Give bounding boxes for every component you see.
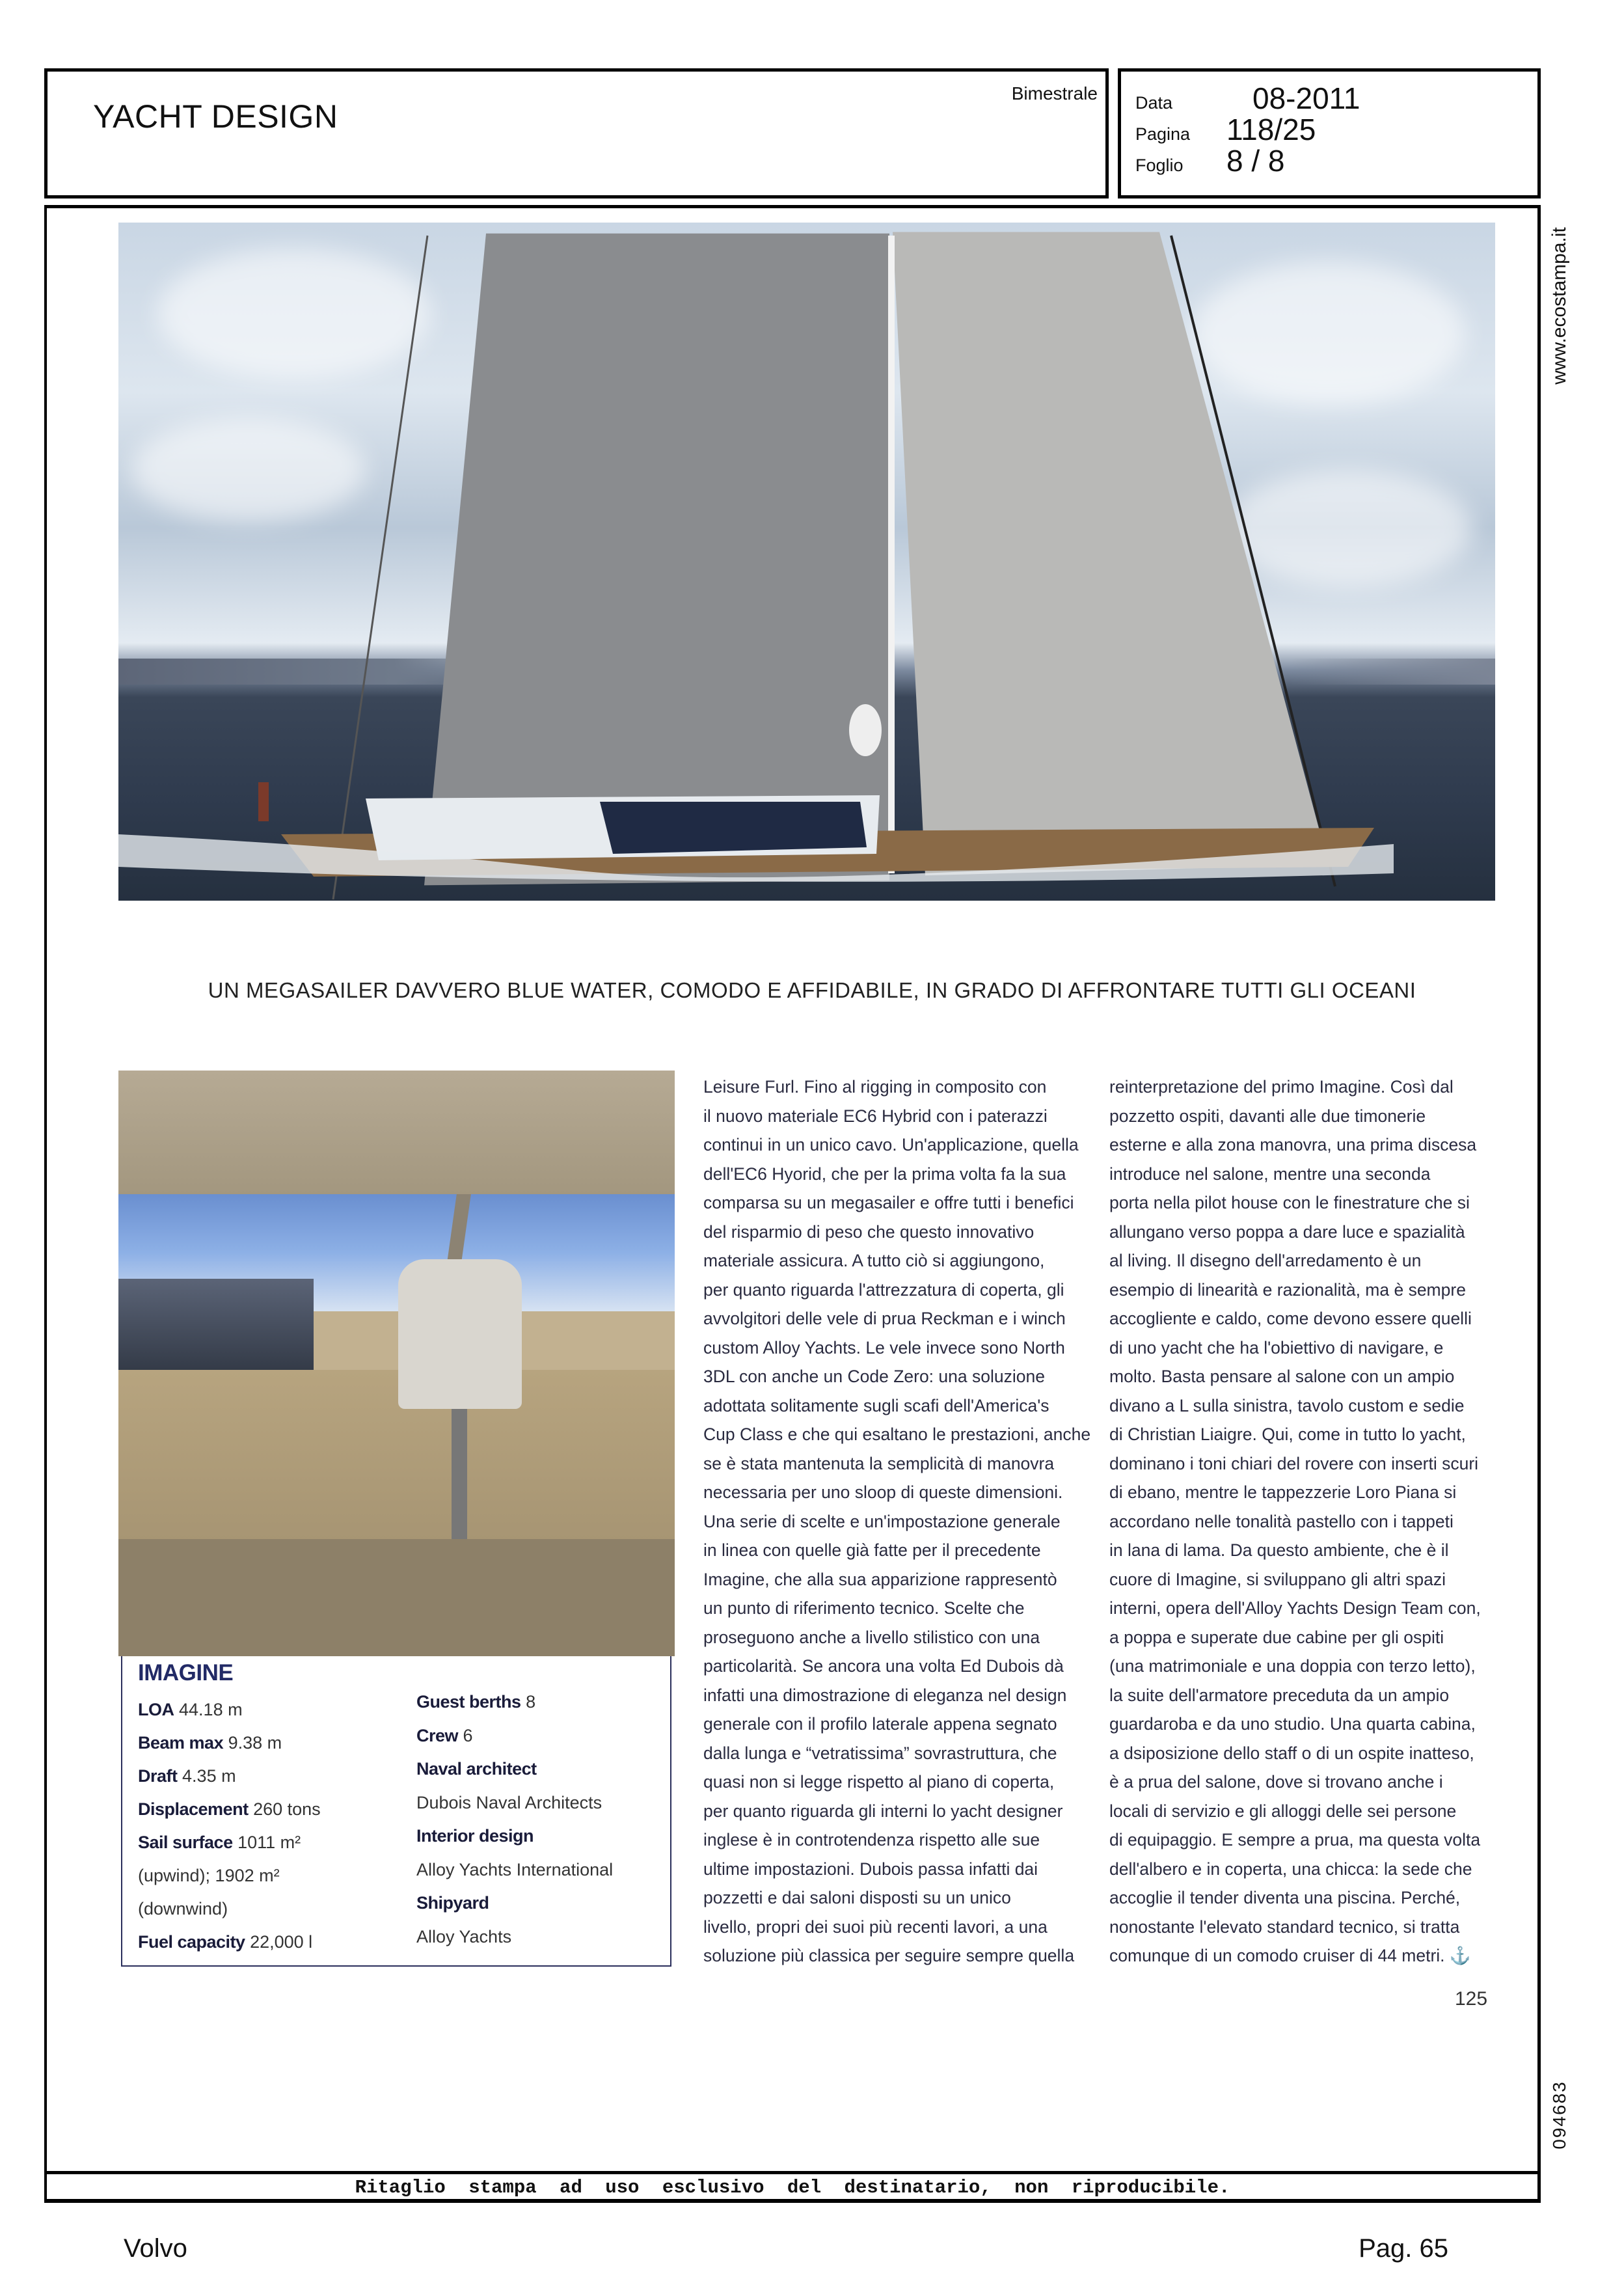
text-line: a poppa e superate due cabine per gli ospiti — [1109, 1627, 1444, 1647]
spec-row — [416, 1685, 613, 1719]
spec-row — [416, 1920, 613, 1954]
text-line: inglese è in controtendenza rispetto alle sue — [703, 1830, 1040, 1849]
foglio-value: 8 / 8 — [1226, 144, 1285, 178]
text-line: necessaria per uno sloop di queste dimensioni. — [703, 1482, 1063, 1502]
spec-value: 260 tons — [253, 1799, 321, 1819]
text-line: soluzione più classica per seguire sempre quella — [703, 1946, 1075, 1965]
pagina-label: Pagina — [1135, 124, 1191, 144]
yacht-illustration — [118, 223, 1495, 901]
specs-left-column — [138, 1693, 321, 1959]
text-line: Leisure Furl. Fino al rigging in composito con — [703, 1077, 1047, 1097]
text-line: del risparmio di peso che questo innovativo — [703, 1221, 1035, 1242]
text-line: è a prua del salone, dove si trovano anche i — [1109, 1772, 1443, 1792]
specs-right-column — [416, 1685, 613, 1954]
text-line: di equipaggio. E sempre a prua, ma questa volta — [1109, 1830, 1481, 1849]
spec-row — [138, 1892, 321, 1926]
publication-title: YACHT DESIGN — [93, 98, 338, 135]
text-line: reinterpretazione del primo Imagine. Così dal — [1109, 1077, 1454, 1097]
spec-value: 44.18 m — [179, 1700, 243, 1719]
text-line: Cup Class e che qui esaltano le prestazioni, anche — [703, 1425, 1091, 1444]
text-line: esterne e alla zona manovra, una prima discesa — [1109, 1135, 1477, 1154]
text-line: adottata solitamente sugli scafi dell'America's — [703, 1395, 1049, 1415]
text-line: in linea con quelle già fatte per il precedente — [703, 1540, 1041, 1560]
article-headline: UN MEGASAILER DAVVERO BLUE WATER, COMODO E AFFIDABILE, IN GRADO DI AFFRONTARE TUTTI GLI OCEANI — [208, 978, 1416, 1002]
spec-value: Dubois Naval Architects — [416, 1792, 602, 1812]
pagina-value: 118/25 — [1226, 113, 1316, 146]
text-line: nonostante l'elevato standard tecnico, si tratta — [1109, 1917, 1460, 1937]
data-label: Data — [1135, 93, 1173, 113]
specs-box — [121, 1656, 671, 1967]
side-code — [1543, 2076, 1576, 2154]
meta-row-foglio — [1135, 143, 1285, 178]
spec-value: 22,000 l — [250, 1932, 313, 1952]
spec-label: Interior design — [416, 1826, 534, 1846]
text-line: introduce nel salone, mentre una seconda — [1109, 1164, 1431, 1184]
spec-row — [416, 1820, 613, 1853]
text-line: custom Alloy Yachts. Le vele invece sono North — [703, 1337, 1065, 1358]
disclaimer-text: Ritaglio stampa ad uso esclusivo del destinatario, non riproducibile. — [355, 2177, 1230, 2198]
yacht-name: IMAGINE — [138, 1660, 234, 1685]
text-line: pozzetto ospiti, davanti alle due timonerie — [1109, 1106, 1426, 1126]
text-line: Imagine, che alla sua apparizione rappresentò — [703, 1569, 1057, 1589]
spec-row — [416, 1853, 613, 1887]
text-line: particolarità. Se ancora una volta Ed Dubois dà — [703, 1656, 1064, 1676]
side-url — [1543, 215, 1576, 397]
text-line: avvolgitori delle vele di prua Reckman e i winch — [703, 1309, 1066, 1328]
sailing-yacht-photo — [118, 223, 1495, 901]
article-column-right — [1109, 1072, 1500, 1971]
text-line: allungano verso poppa a dare luce e spazialità — [1109, 1221, 1465, 1242]
text-line: materiale assicura. A tutto ciò si aggiungono, — [703, 1251, 1045, 1270]
spec-row — [416, 1719, 613, 1753]
text-line: dell'albero e in coperta, una chicca: la sede che — [1109, 1859, 1472, 1879]
magazine-page-number: 125 — [1455, 1988, 1488, 2010]
spec-value: Alloy Yachts — [416, 1926, 512, 1946]
text-line: (una matrimoniale e una doppia con terzo letto), — [1109, 1656, 1476, 1676]
spec-value: 8 — [526, 1692, 536, 1712]
spec-label: Crew — [416, 1725, 459, 1745]
text-line: porta nella pilot house con le finestrature che si — [1109, 1193, 1470, 1212]
text-line: accoglie il tender diventa una piscina. Perché, — [1109, 1888, 1461, 1907]
text-line: livello, propri dei suoi più recenti lavori, a una — [703, 1917, 1048, 1937]
spec-label: Sail surface — [138, 1833, 233, 1852]
text-line: comunque di un comodo cruiser di 44 metri. ⚓ — [1109, 1946, 1471, 1965]
text-line: comparsa su un megasailer e offre tutti i benefici — [703, 1193, 1074, 1212]
spec-value: 9.38 m — [228, 1733, 282, 1753]
spec-label: Beam max — [138, 1733, 224, 1753]
text-line: il nuovo materiale EC6 Hybrid con i paterazzi — [703, 1106, 1048, 1126]
spec-value: (downwind) — [138, 1899, 228, 1918]
article-column-middle — [703, 1072, 1094, 1971]
text-line: 3DL con anche un Code Zero: una soluzione — [703, 1367, 1045, 1386]
spec-row — [138, 1926, 321, 1959]
meta-row-data — [1135, 81, 1360, 116]
text-line: esempio di linearità e razionalità, ma è sempre — [1109, 1279, 1466, 1300]
disclaimer-divider — [44, 2171, 1541, 2174]
spec-row — [138, 1760, 321, 1793]
spec-value: (upwind); 1902 m² — [138, 1866, 280, 1885]
spec-label: Displacement — [138, 1799, 249, 1819]
spec-value: 1011 m² — [237, 1833, 301, 1852]
text-line: un punto di riferimento tecnico. Scelte che — [703, 1598, 1025, 1618]
text-line: Una serie di scelte e un'impostazione generale — [703, 1511, 1061, 1531]
text-line: divano a L sulla sinistra, tavolo custom e sedie — [1109, 1395, 1465, 1415]
header-publication-box — [44, 68, 1109, 198]
side-url-text: www.ecostampa.it — [1549, 227, 1570, 385]
text-line: accogliente e caldo, come devono essere quelli — [1109, 1309, 1472, 1328]
side-code-text: 094683 — [1549, 2081, 1569, 2149]
spec-value: Alloy Yachts International — [416, 1859, 614, 1879]
text-line: per quanto riguarda gli interni lo yacht designer — [703, 1801, 1063, 1821]
text-line: molto. Basta pensare al salone con un ampio — [1109, 1367, 1455, 1386]
text-line: di Christian Liaigre. Qui, come in tutto lo yacht, — [1109, 1425, 1466, 1444]
text-line: dell'EC6 Hyorid, che per la prima volta fa la sua — [703, 1164, 1066, 1184]
text-line: proseguono anche a livello stilistico con una — [703, 1627, 1040, 1647]
spec-row — [416, 1887, 613, 1920]
text-line: cuore di Imagine, si sviluppano gli altri spazi — [1109, 1569, 1446, 1589]
text-line: di ebano, mentre le tappezzerie Loro Piana si — [1109, 1482, 1457, 1502]
spec-label: Shipyard — [416, 1893, 489, 1913]
spec-label: Naval architect — [416, 1759, 537, 1779]
spec-row — [416, 1786, 613, 1820]
spec-row — [138, 1793, 321, 1826]
text-line: dominano i toni chiari del rovere con inserti scuri — [1109, 1453, 1479, 1473]
text-line: di uno yacht che ha l'obiettivo di navigare, e — [1109, 1337, 1444, 1358]
foglio-label: Foglio — [1135, 156, 1184, 175]
spec-label: LOA — [138, 1700, 174, 1719]
text-line: dalla lunga e “vetratissima” sovrastruttura, che — [703, 1743, 1057, 1763]
spec-label: Guest berths — [416, 1692, 521, 1712]
text-line: infatti una dimostrazione di eleganza nel design — [703, 1685, 1067, 1705]
spec-label: Fuel capacity — [138, 1932, 245, 1952]
periodicity-label: Bimestrale — [1011, 83, 1098, 103]
spec-row — [138, 1826, 321, 1859]
pilot-house-interior-photo — [118, 1071, 675, 1656]
text-line: ultime impostazioni. Dubois passa infatti dai — [703, 1859, 1038, 1879]
spec-row — [138, 1726, 321, 1760]
text-line: per quanto riguarda l'attrezzatura di coperta, gli — [703, 1279, 1064, 1300]
text-line: al living. Il disegno dell'arredamento è un — [1109, 1251, 1422, 1270]
text-line: se è stata mantenuta la semplicità di manovra — [703, 1453, 1055, 1473]
text-line: la suite dell'armatore preceduta da un ampio — [1109, 1685, 1450, 1705]
text-line: in lana di lama. Da questo ambiente, che è il — [1109, 1540, 1449, 1560]
spec-value: 6 — [463, 1725, 473, 1745]
spec-row — [138, 1859, 321, 1892]
data-value: 08-2011 — [1252, 81, 1360, 115]
meta-row-pagina — [1135, 112, 1316, 147]
text-line: a dsiposizione dello staff o di un ospite inatteso, — [1109, 1743, 1474, 1763]
text-line: pozzetti e dai saloni disposti su un unico — [703, 1888, 1011, 1907]
text-line: quasi non si legge rispetto al piano di coperta, — [703, 1772, 1055, 1792]
text-line: generale con il profilo laterale appena segnato — [703, 1714, 1057, 1734]
spec-label: Draft — [138, 1766, 178, 1786]
spec-row — [416, 1753, 613, 1786]
header-meta-box — [1118, 68, 1541, 198]
report-page-number: Pag. 65 — [1359, 2234, 1448, 2263]
text-line: interni, opera dell'Alloy Yachts Design Team con, — [1109, 1598, 1481, 1618]
text-line: accordano nelle tonalità pastello con i tappeti — [1109, 1511, 1454, 1531]
text-line: locali di servizio e gli alloggi delle sei persone — [1109, 1801, 1457, 1821]
spec-value: 4.35 m — [182, 1766, 236, 1786]
spec-row — [138, 1693, 321, 1726]
text-line: continui in un unico cavo. Un'applicazione, quella — [703, 1135, 1079, 1154]
client-name: Volvo — [124, 2234, 187, 2263]
text-line: guardaroba e da uno studio. Una quarta cabina, — [1109, 1714, 1476, 1734]
